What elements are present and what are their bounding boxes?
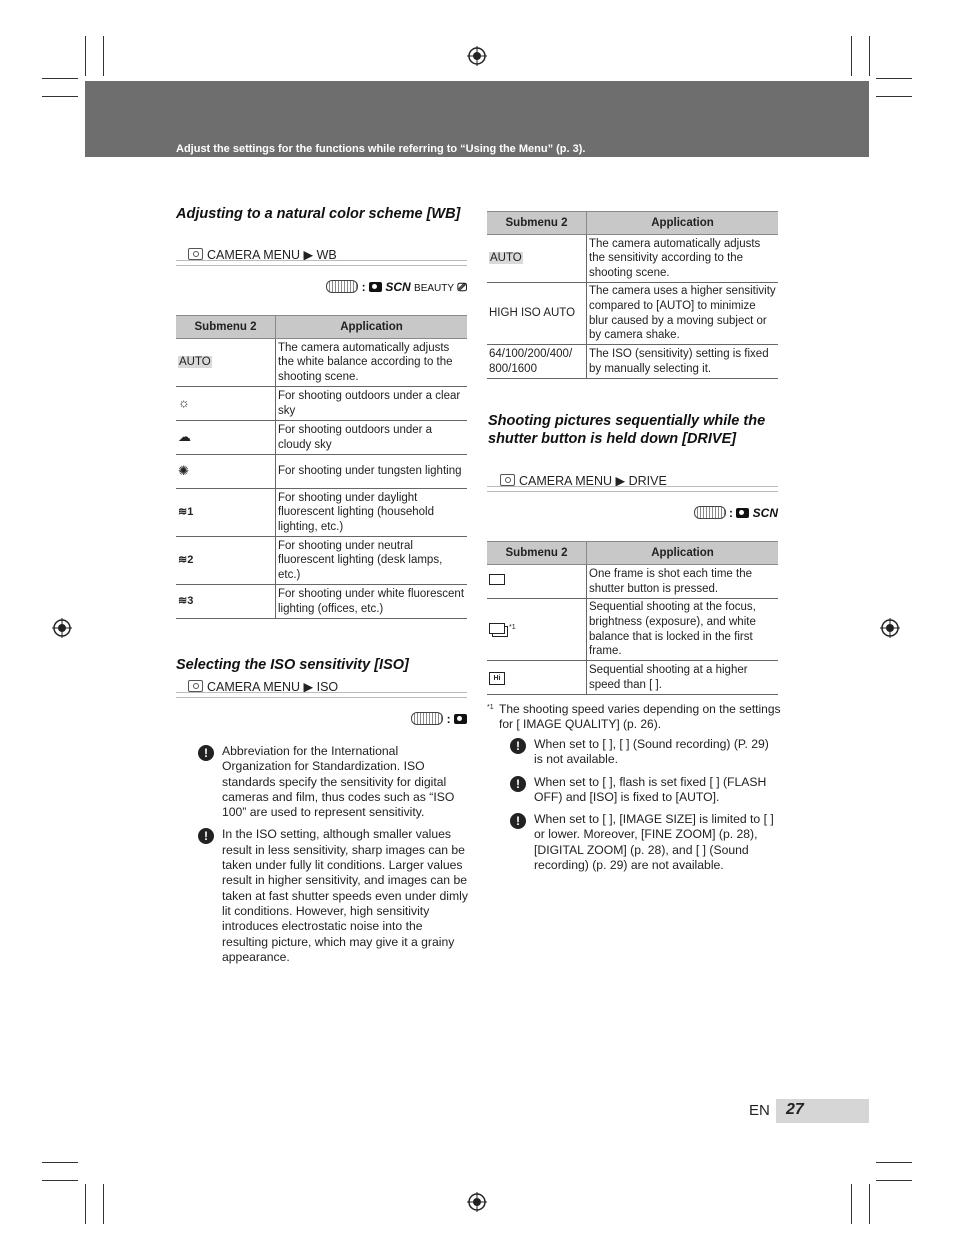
crop-mark [869,36,870,76]
iso-note [198,744,470,820]
iso-path-text: CAMERA MENU ▶ ISO [207,680,339,694]
wb-row-text: For shooting outdoors under a clear sky [276,387,468,421]
drive-path-text: CAMERA MENU ▶ DRIVE [519,474,667,488]
registration-mark-icon [467,46,487,66]
wb-row-text: The camera automatically adjusts the white balance according to the shooting scene. [276,339,468,387]
mode-dial-icon [411,712,443,725]
crop-mark [103,36,104,76]
drive-col-submenu: Submenu 2 [487,542,587,565]
iso-row-label: 64/100/200/400/ 800/1600 [487,345,587,379]
wb-path-text: CAMERA MENU ▶ WB [207,248,337,262]
header-instruction: Adjust the settings for the functions while referring to “Using the Menu” (p. 3). [176,143,586,155]
iso-row-text: The camera uses a higher sensitivity compared to [AUTO] to minimize blur caused by a moving subject or by camera shake. [587,283,779,345]
beauty-mode-label: BEAUTY [414,283,455,294]
iso-mode-row [380,712,467,726]
wb-row-text: For shooting under daylight fluorescent lighting (household lighting, etc.) [276,489,468,537]
crop-mark [876,96,912,97]
drive-row-text: One frame is shot each time the shutter button is pressed. [587,565,779,599]
iso-notes [198,744,470,972]
iso-note-text: Abbreviation for the International Organization for Standardization. ISO standards specify the sensitivity for digital cameras and film, thus codes such as “ISO 100” are used to represent sensitivity. [222,744,455,820]
mode-dial-icon [694,506,726,519]
drive-row-text: Sequential shooting at the focus, brightness (exposure), and white balance that is locked in the first frame. [587,599,779,661]
sunny-icon: ☼ [178,394,190,410]
mode-dial-icon [326,280,358,293]
cloudy-icon: ☁ [178,428,191,444]
movie-mode-icon: ⎚ [457,280,467,294]
iso-auto-label: AUTO [490,252,522,265]
drive-note-text: When set to [ ], [IMAGE SIZE] is limited to [ ] or lower. Moreover, [FINE ZOOM] (p. 28), [DIGITAL ZOOM] (p. 28), and [ ] (Sound recording) (p. 29) are not available. [534,812,774,873]
camera-menu-icon [188,248,203,260]
page-number: 27 [786,1101,804,1118]
footnote-ref: *1 [509,623,516,631]
program-camera-icon [369,282,382,292]
wb-row-text: For shooting outdoors under a cloudy sky [276,421,468,455]
iso-note-text: In the ISO setting, although smaller values result in less sensitivity, sharp images can be taken under fully lit conditions. Larger values result in higher sensitivity, and images can be taken at fast shutter speeds even under dimly lit conditions. However, high sensitivity introduces electrostatic noise into the resulting picture, which may give it a grainy appearance. [222,827,468,964]
language-label: EN [749,1102,770,1119]
footnote-mark: *1 [487,704,494,711]
crop-mark [42,96,78,97]
crop-mark [876,1180,912,1181]
drive-col-application: Application [587,542,779,565]
mode-separator: : [361,280,366,294]
footnote-text: The shooting speed varies depending on the settings for [ IMAGE QUALITY] (p. 26). [499,702,781,732]
mode-separator: : [728,506,733,520]
drive-note [510,812,775,873]
caution-icon: ! [510,738,526,754]
wb-menu-rule [176,260,467,266]
iso-table [487,211,778,379]
program-camera-icon [736,508,749,518]
wb-row-text: For shooting under neutral fluorescent lighting (desk lamps, etc.) [276,537,468,585]
crop-mark [85,36,86,76]
program-camera-icon [454,714,467,724]
crop-mark [851,1184,852,1224]
crop-mark [869,1184,870,1224]
iso-row-label: HIGH ISO AUTO [487,283,587,345]
iso-menu-rule [176,692,467,698]
drive-menu-rule [487,486,778,492]
registration-mark-icon [52,618,72,638]
crop-mark [876,78,912,79]
camera-menu-icon [188,680,203,692]
drive-note [510,737,775,768]
wb-auto-label: AUTO [179,356,211,369]
wb-row-text: For shooting under white fluorescent lighting (offices, etc.) [276,585,468,619]
drive-footnote [487,702,784,733]
drive-row-text: Sequential shooting at a higher speed than [ ]. [587,661,779,695]
iso-row-text: The camera automatically adjusts the sensitivity according to the shooting scene. [587,235,779,283]
caution-icon: ! [510,813,526,829]
crop-mark [42,78,78,79]
crop-mark [851,36,852,76]
drive-mode-row [640,506,778,520]
tungsten-icon: ✺ [178,462,189,478]
iso-col-submenu: Submenu 2 [487,212,587,235]
drive-section-title: Shooting pictures sequentially while the shutter button is held down [DRIVE] [488,413,766,447]
fluorescent-3-icon: ≋3 [178,595,194,608]
camera-menu-icon [500,474,515,486]
crop-mark [42,1180,78,1181]
registration-mark-icon [467,1192,487,1212]
drive-note-text: When set to [ ], flash is set fixed [ ] (FLASH OFF) and [ISO] is fixed to [AUTO]. [534,774,767,804]
wb-col-submenu: Submenu 2 [176,316,276,339]
single-frame-icon [489,574,505,585]
wb-col-application: Application [276,316,468,339]
fluorescent-2-icon: ≋2 [178,554,194,567]
crop-mark [876,1162,912,1163]
drive-notes [510,737,775,880]
iso-col-application: Application [587,212,779,235]
wb-section-title: Adjusting to a natural color scheme [WB] [176,206,461,222]
caution-icon: ! [510,776,526,792]
hi-sequential-icon: Hi [489,672,505,685]
wb-mode-row [300,280,467,295]
sequential-icon [489,623,505,634]
iso-row-text: The ISO (sensitivity) setting is fixed by manually selecting it. [587,345,779,379]
scn-mode-label: SCN [752,506,778,520]
iso-note [198,827,470,965]
caution-icon: ! [198,745,214,761]
drive-note-text: When set to [ ], [ ] (Sound recording) (P. 29) is not available. [534,737,769,767]
wb-table [176,315,467,619]
wb-row-text: For shooting under tungsten lighting [276,455,468,489]
crop-mark [85,1184,86,1224]
drive-note [510,775,775,806]
crop-mark [103,1184,104,1224]
iso-section-title: Selecting the ISO sensitivity [ISO] [176,657,409,673]
crop-mark [42,1162,78,1163]
mode-separator: : [446,712,451,726]
registration-mark-icon [880,618,900,638]
caution-icon: ! [198,828,214,844]
fluorescent-1-icon: ≋1 [178,506,194,519]
scn-mode-label: SCN [385,280,411,294]
drive-table [487,541,778,695]
